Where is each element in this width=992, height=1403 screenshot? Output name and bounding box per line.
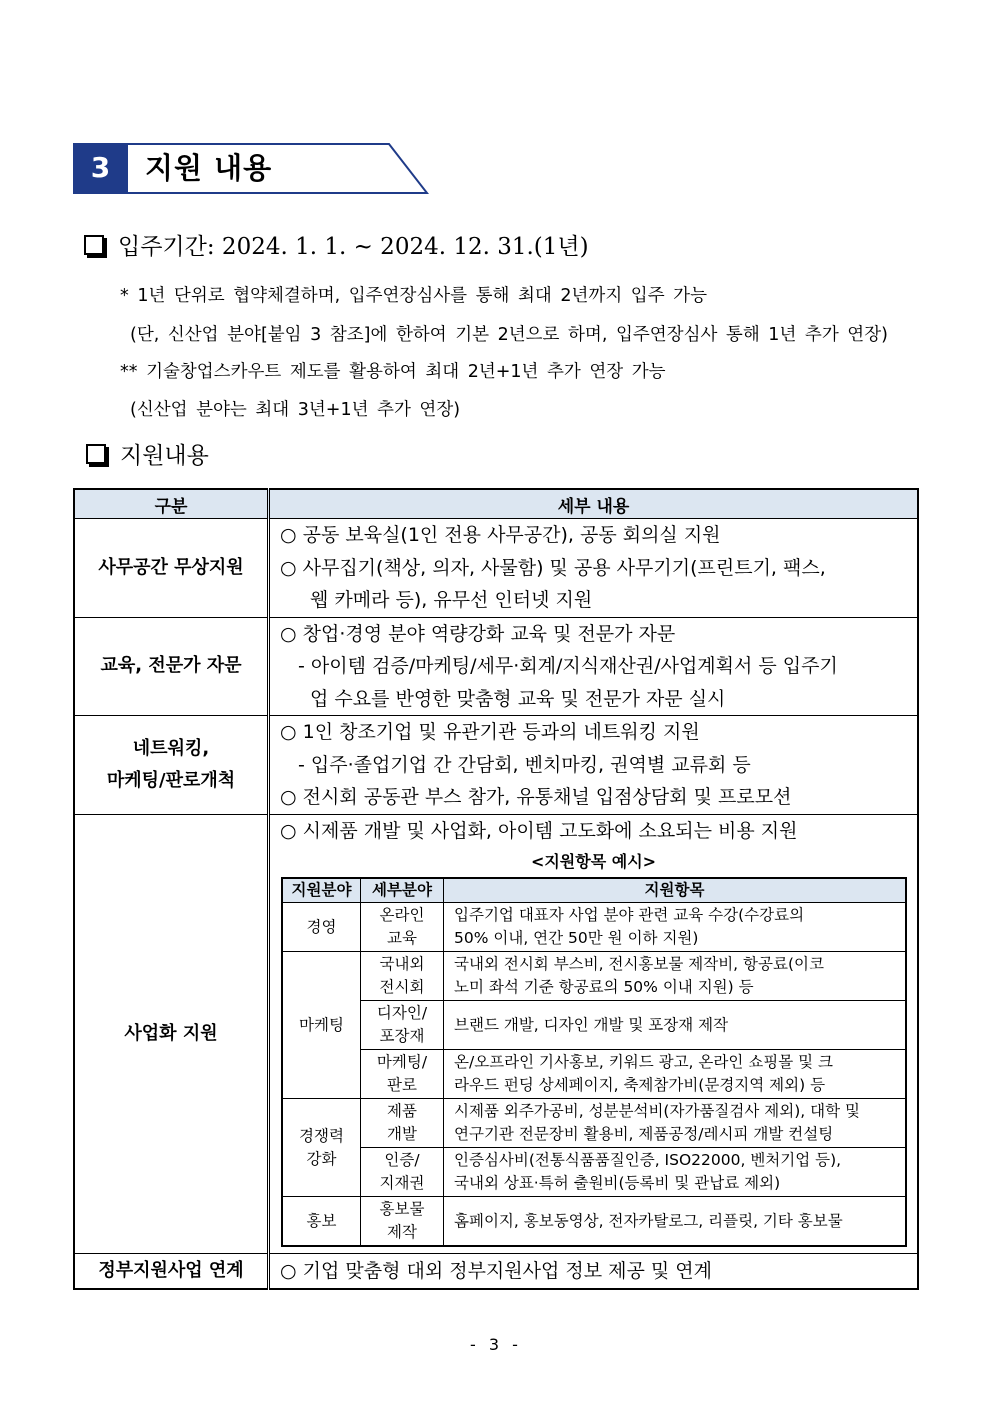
detail-cell: [269, 1254, 919, 1290]
item-line: 브랜드 개발, 디자인 개발 및 포장재 제작: [454, 1015, 729, 1034]
sub-table: [281, 877, 907, 1247]
section-number: 3: [90, 151, 111, 184]
item-line: 입주기업 대표자 사업 분야 관련 교육 수강(수강료의: [454, 906, 805, 924]
period-item: [84, 228, 589, 261]
sub-header-row: [282, 878, 906, 903]
item-cell: [444, 1099, 907, 1148]
detail-line: - 입주·졸업기업 간 간담회, 벤치마킹, 권역별 교류회 등: [298, 753, 751, 776]
period-text: 입주기간: 2024. 1. 1. ~ 2024. 12. 31.(1년): [118, 234, 589, 260]
subfield-cell: [361, 1148, 444, 1197]
sub-header: 세부분야: [361, 878, 444, 903]
item-cell: [444, 1148, 907, 1197]
sub-row: [282, 1197, 906, 1247]
table-row: [74, 519, 918, 618]
detail-cell: [269, 814, 919, 1254]
subfield-line: 디자인/: [376, 1004, 428, 1022]
field-line: 강화: [306, 1149, 337, 1168]
detail-line: ○ 1인 창조기업 및 유관기관 등과의 네트워킹 지원: [280, 721, 700, 743]
category-line: 네트워킹,: [132, 737, 210, 759]
section-header: [73, 143, 429, 195]
detail-cell: [269, 716, 919, 815]
item-cell: [444, 1197, 907, 1247]
category-cell: [74, 716, 269, 815]
note-2: (단, 신산업 분야[붙임 3 참조]에 한하여 기본 2년으로 하며, 입주연장심사 통해 1년 추가 연장): [130, 325, 888, 345]
item-line: 라우드 펀딩 상세페이지, 축제참가비(문경지역 제외) 등: [454, 1076, 826, 1094]
subfield-line: 국내외: [379, 955, 425, 973]
item-cell: [444, 1001, 907, 1050]
table-row: [74, 617, 918, 716]
sub-row: [282, 1050, 906, 1099]
sub-header: 지원분야: [282, 878, 361, 903]
subfield-line: 마케팅/: [376, 1053, 428, 1071]
sub-row: [282, 1001, 906, 1050]
subfield-line: 인증/: [384, 1151, 420, 1169]
item-line: 온/오프라인 기사홍보, 키워드 광고, 온라인 쇼핑몰 및 크: [454, 1053, 833, 1071]
sub-header: 지원항목: [444, 878, 907, 903]
page-number: - 3 -: [470, 1335, 522, 1354]
table-row: [74, 716, 918, 815]
item-cell: [444, 903, 907, 952]
item-cell: [444, 1050, 907, 1099]
detail-line: ○ 시제품 개발 및 사업화, 아이템 고도화에 소요되는 비용 지원: [280, 819, 798, 842]
item-line: 50% 이내, 연간 50만 원 이하 지원): [454, 929, 699, 947]
subfield-line: 제작: [387, 1223, 417, 1241]
note-3: ** 기술창업스카우트 제도를 활용하여 최대 2년+1년 추가 연장 가능: [120, 362, 666, 382]
detail-cell: [269, 519, 919, 618]
table-header-row: [74, 489, 918, 519]
support-heading-item: [86, 437, 209, 470]
detail-line: - 아이템 검증/마케팅/세무·회계/지식재산권/사업계획서 등 입주기: [298, 655, 838, 677]
subfield-line: 제품: [387, 1102, 417, 1120]
subfield-line: 전시회: [379, 978, 425, 996]
subfield-cell: [361, 1050, 444, 1099]
item-cell: [444, 952, 907, 1001]
subfield-line: 포장재: [379, 1027, 425, 1045]
item-line: 노미 좌석 기준 항공료의 50% 이내 지원) 등: [454, 978, 754, 996]
field-cell: [282, 1099, 361, 1197]
category-line: 마케팅/판로개척: [106, 769, 236, 791]
item-line: 홈페이지, 홍보동영상, 전자카탈로그, 리플릿, 기타 홍보물: [454, 1211, 843, 1230]
subfield-line: 홍보물: [379, 1200, 425, 1218]
note-1: * 1년 단위로 협약체결하며, 입주연장심사를 통해 최대 2년까지 입주 가능: [120, 286, 707, 306]
category-cell: 정부지원사업 연계: [74, 1254, 269, 1290]
subfield-cell: [361, 1197, 444, 1247]
note-4: (신산업 분야는 최대 3년+1년 추가 연장): [130, 400, 461, 420]
support-table: [73, 488, 919, 1290]
field-cell: 홍보: [282, 1197, 361, 1247]
item-line: 국내외 상표·특허 출원비(등록비 및 관납료 제외): [454, 1174, 781, 1192]
sub-row: [282, 1099, 906, 1148]
item-line: 시제품 외주가공비, 성분분석비(자가품질검사 제외), 대학 및: [454, 1102, 860, 1120]
field-cell: 마케팅: [282, 952, 361, 1099]
subfield-line: 개발: [387, 1125, 417, 1143]
detail-line: ○ 기업 맞춤형 대외 정부지원사업 정보 제공 및 연계: [280, 1259, 712, 1282]
subfield-line: 온라인: [379, 906, 425, 924]
detail-line: ○ 사무집기(책상, 의자, 사물함) 및 공용 사무기기(프린트기, 팩스,: [280, 556, 826, 579]
subfield-cell: [361, 1099, 444, 1148]
subfield-line: 지재권: [379, 1174, 425, 1192]
subfield-cell: [361, 903, 444, 952]
sub-row: [282, 1148, 906, 1197]
category-cell: 교육, 전문가 자문: [74, 617, 269, 716]
category-cell: 사무공간 무상지원: [74, 519, 269, 618]
support-heading: 지원내용: [120, 443, 209, 469]
category-cell: 사업화 지원: [74, 814, 269, 1254]
section-title: 지원 내용: [145, 151, 273, 185]
header-detail: 세부 내용: [269, 489, 919, 519]
detail-line: ○ 창업·경영 분야 역량강화 교육 및 전문가 자문: [280, 622, 676, 645]
sub-row: [282, 903, 906, 952]
detail-cell: [269, 617, 919, 716]
detail-line: ○ 전시회 공동관 부스 참가, 유통채널 입점상담회 및 프로모션: [280, 786, 792, 808]
checkbox-icon: [84, 235, 104, 255]
header-category: 구분: [74, 489, 269, 519]
table-row: [74, 814, 918, 1254]
subfield-cell: [361, 1001, 444, 1050]
subfield-cell: [361, 952, 444, 1001]
subfield-line: 판로: [387, 1076, 417, 1094]
table-row: [74, 1254, 918, 1290]
field-line: 경쟁력: [299, 1126, 344, 1145]
field-cell: 경영: [282, 903, 361, 952]
item-line: 연구기관 전문장비 활용비, 제품공정/레시피 개발 컨설팅: [454, 1125, 834, 1143]
item-line: 국내외 전시회 부스비, 전시홍보물 제작비, 항공료(이코: [454, 955, 824, 973]
detail-line: 웹 카메라 등), 유무선 인터넷 지원: [310, 589, 593, 611]
subfield-line: 교육: [387, 929, 417, 947]
sub-table-caption: <지원항목 예시>: [530, 852, 657, 871]
checkbox-icon: [86, 444, 106, 464]
item-line: 인증심사비(전통식품품질인증, ISO22000, 벤처기업 등),: [454, 1151, 842, 1169]
detail-line: 업 수요를 반영한 맞춤형 교육 및 전문가 자문 실시: [310, 687, 726, 710]
sub-row: [282, 952, 906, 1001]
detail-line: ○ 공동 보육실(1인 전용 사무공간), 공동 회의실 지원: [280, 524, 721, 546]
